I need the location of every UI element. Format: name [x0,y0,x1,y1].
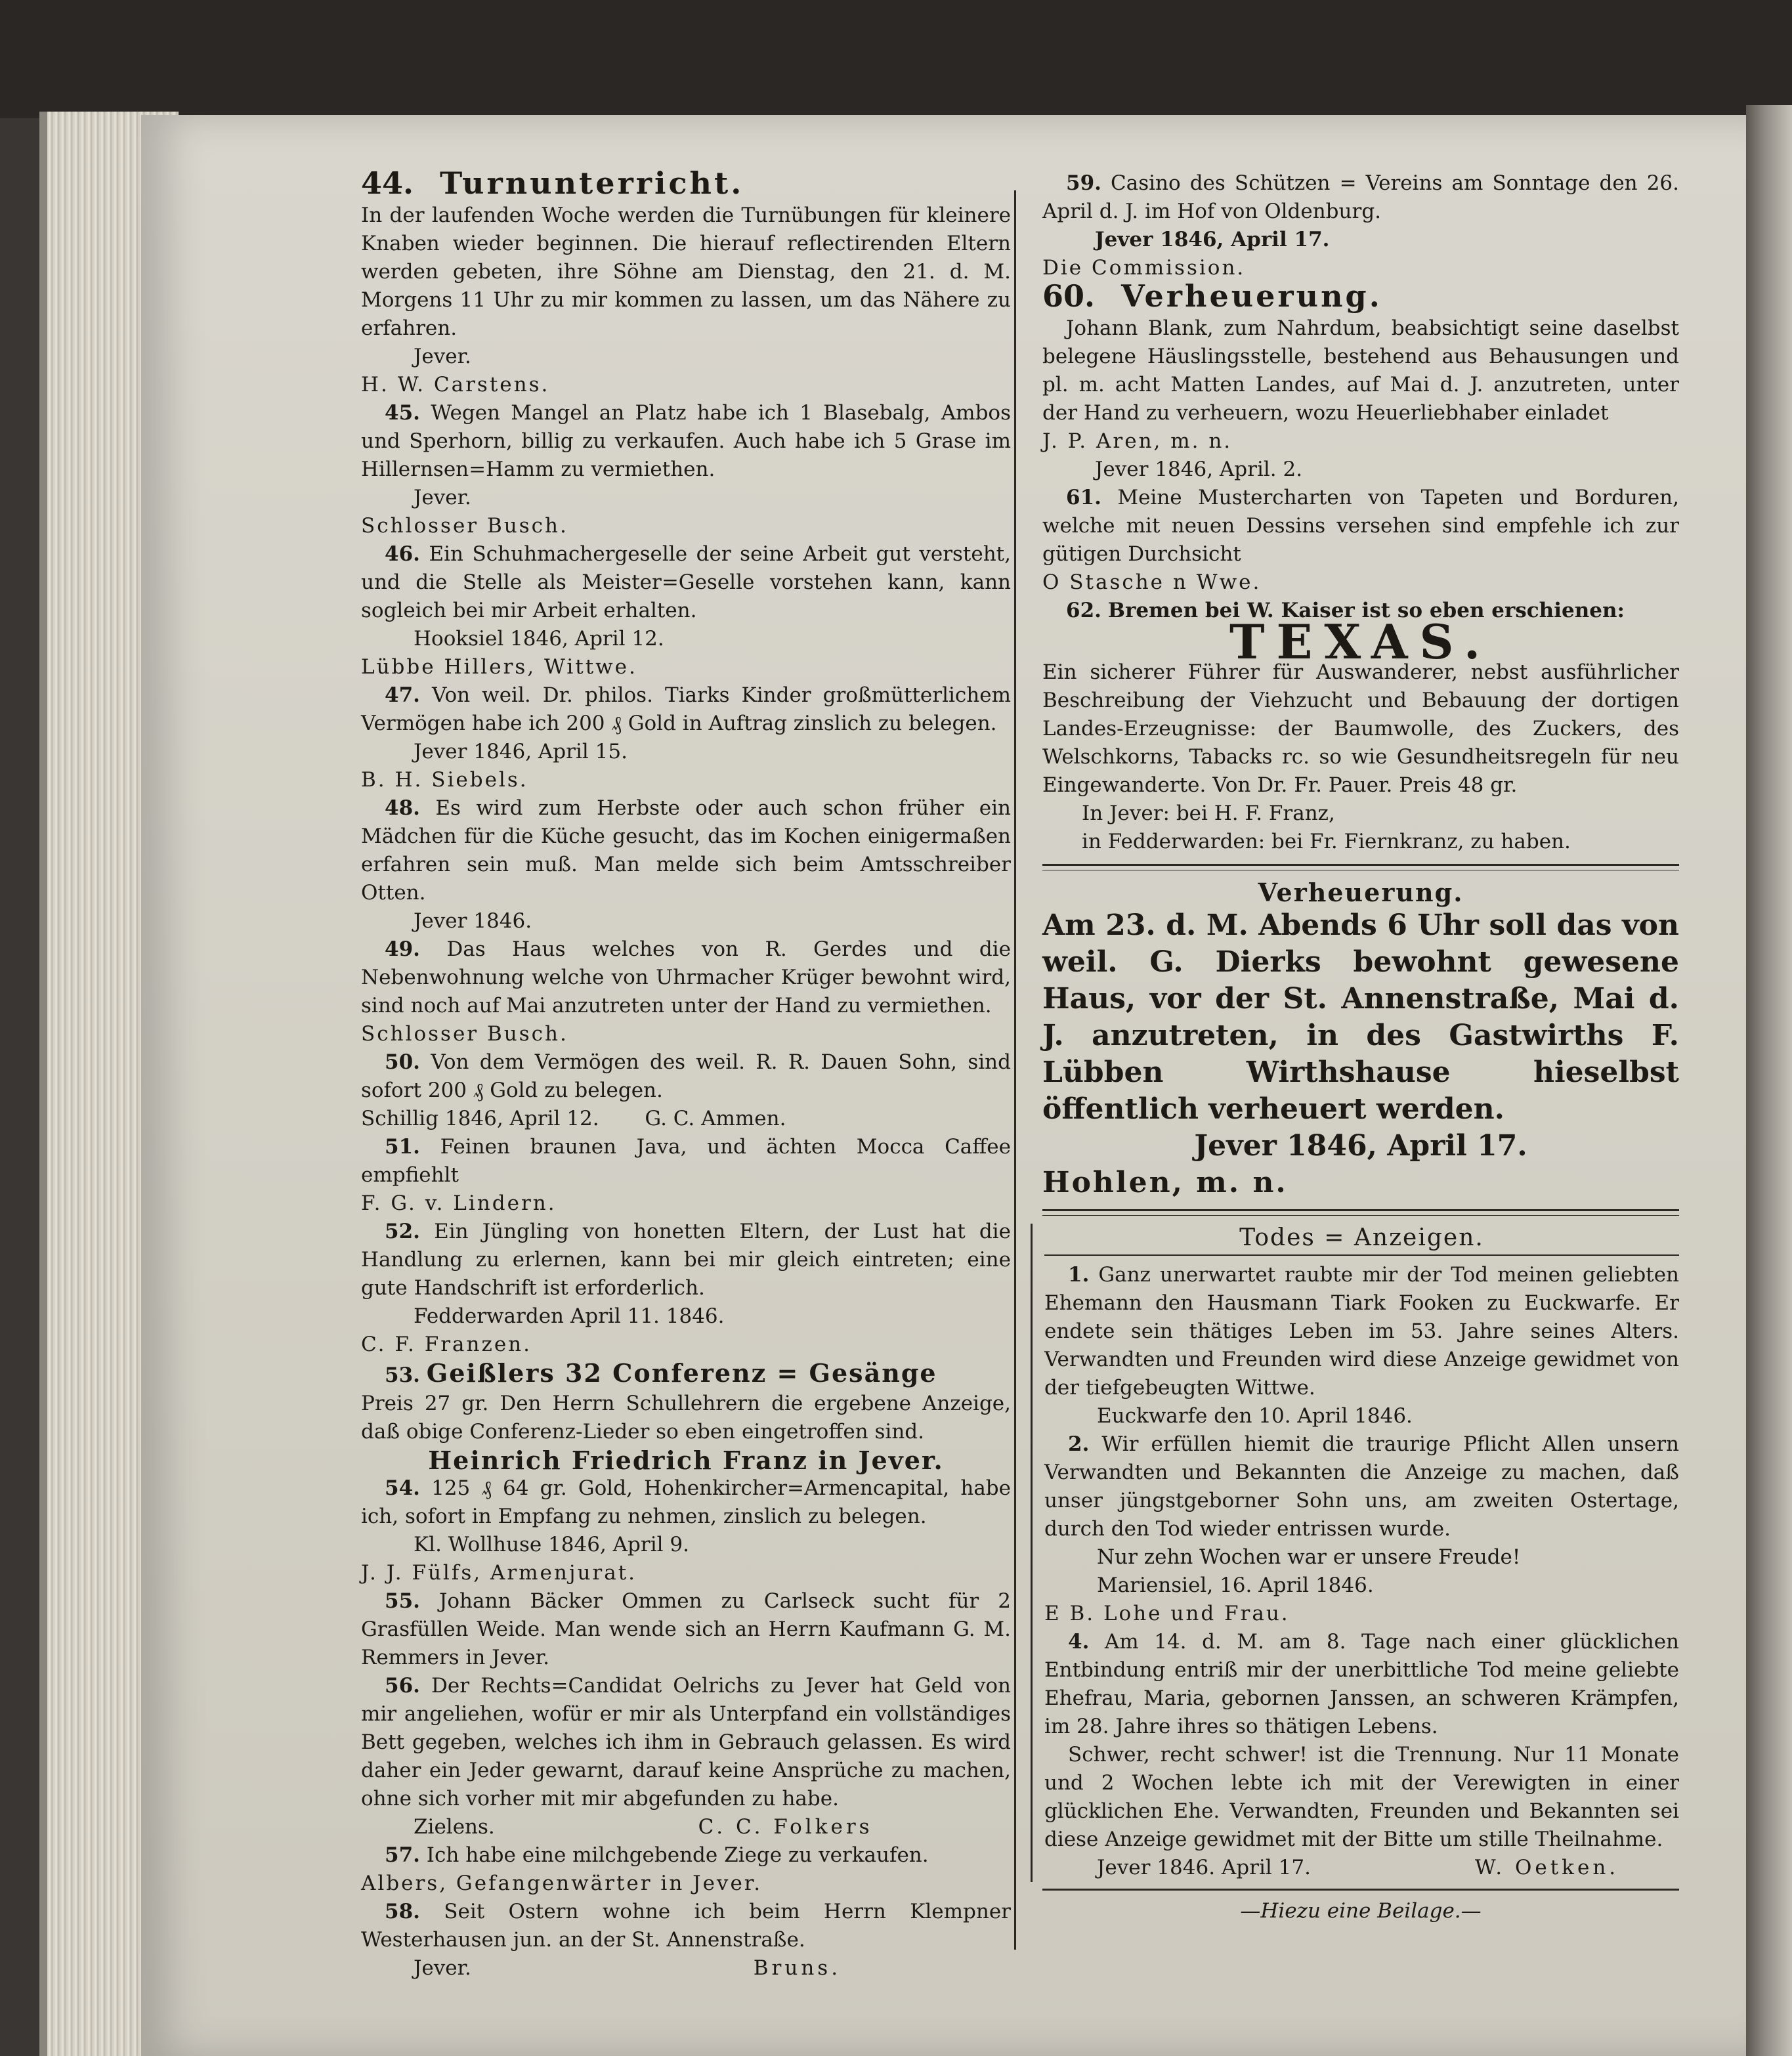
ad-place: Jever 1846. [414,909,532,933]
ad-number: 53. [385,1363,420,1387]
ad-number: 61. [1066,486,1101,509]
ad-48 [361,794,1011,935]
ad-body: Casino des Schützen = Vereins am Sonntage den 26. April d. J. im Hof von Oldenburg. [1042,171,1679,223]
ad-number: 56. [385,1674,420,1698]
ad-56 [361,1672,1011,1841]
notice-place: Euckwarfe den 10. April 1846. [1097,1404,1413,1428]
ad-body: Ein Jüngling von honetten Eltern, der Lust hat die Handlung zu erlernen, kann bei mir gleich eintreten; eine gute Handschrift ist erforderlich. [361,1220,1011,1300]
ad-number: 46. [385,542,420,566]
ad-body: Ein sicherer Führer für Auswanderer, nebst ausführlicher Beschreibung der Viehzucht und Bebauung der dortigen Landes-Erzeugnisse: der Baumwolle, des Zuckers, des Welschkorns, Tabacks rc. so wie Gesundheitsregeln für neu Eingewanderte. Von Dr. Fr. Pauer. Preis 48 gr. [1042,660,1679,797]
ad-place: Hooksiel 1846, April 12. [414,627,664,651]
notice-number: 1. [1068,1263,1090,1287]
ad-body: Meine Mustercharten von Tapeten und Borduren, welche mit neuen Dessins versehen sind empfehle ich zur gütigen Durchsicht [1042,486,1679,566]
ad-body: Wegen Mangel an Platz habe ich 1 Blasebalg, Ambos und Sperhorn, billig zu verkaufen. Auch habe ich 5 Grase im Hillernsen=Hamm zu vermiethen. [361,401,1011,481]
ad-place: Schillig 1846, April 12. [361,1107,599,1130]
ad-number: 48. [385,796,420,820]
ad-number: 54. [385,1476,420,1500]
notice-body: Am 23. d. M. Abends 6 Uhr soll das von weil. G. Dierks bewohnt gewesene Haus, vor der St. Annenstraße, Mai d. J. anzutreten, in des Gastwirths F. Lübben Wirthshause hieselbst öffentlich verheuert werden. [1042,909,1679,1126]
ad-45 [361,399,1011,540]
ad-signature: F. G. v. Lindern. [361,1191,557,1215]
ad-place: Kl. Wollhuse 1846, April 9. [414,1533,689,1556]
ad-number: 59. [1066,171,1101,195]
ad-50 [361,1048,1011,1133]
notice-extra: Schwer, recht schwer! ist die Trennung. Nur 11 Monate und 2 Wochen lebte ich mit der Verewigten in einer glücklichen Ehe. Verwandten, Freunden und Bekannten sei diese Anzeige gewidmet mit der Bitte um stille Theilnahme. [1044,1743,1679,1851]
right-column [1042,169,1679,1925]
ad-57 [361,1841,1011,1898]
ad-body: Preis 27 gr. Den Herrn Schullehrern die ergebene Anzeige, daß obige Conferenz-Lieder so eben eingetroffen sind. [361,1392,1011,1444]
ad-number: 51. [385,1135,420,1159]
death-notices [1031,1224,1679,1882]
ad-title: Geißlers 32 Conferenz = Gesänge [426,1358,937,1388]
ad-61 [1042,484,1679,597]
ad-body: Johann Bäcker Ommen zu Carlseck sucht für 2 Grasfüllen Weide. Man wende sich an Herrn Kaufmann G. M. Remmers in Jever. [361,1589,1011,1669]
ad-place: Jever. [414,1956,471,1980]
ad-place: Jever 1846, April 15. [414,740,628,763]
notice-extra: Nur zehn Wochen war er unsere Freude! [1097,1545,1521,1569]
ad-55 [361,1587,1011,1672]
notice-title: Verheuerung. [1258,878,1464,907]
supplement-note: —Hiezu eine Beilage.— [1240,1899,1482,1923]
ad-place: Jever 1846, April 17. [1095,228,1330,251]
notice-body: Wir erfüllen hiemit die traurige Pflicht Allen unsern Verwandten und Bekannten die Anzeige zu machen, daß unser jüngstgeborner Sohn uns, am zweiten Ostertage, durch den Tod wieder entrissen wurde. [1044,1432,1679,1541]
death-notice-4 [1044,1628,1679,1882]
ad-number: 60. [1042,278,1096,314]
ad-signature: H. W. Carstens. [361,373,550,396]
ad-body: Das Haus welches von R. Gerdes und die Nebenwohnung welche von Uhrmacher Krüger bewohnt wird, sind noch auf Mai anzutreten unter der Hand zu vermiethen. [361,937,1012,1017]
ad-body: Von dem Vermögen des weil. R. R. Dauen Sohn, sind sofort 200 ₰ Gold zu belegen. [361,1050,1011,1102]
ad-place: Jever 1846, April. 2. [1095,458,1303,481]
ad-body: Der Rechts=Candidat Oelrichs zu Jever hat Geld von mir angeliehen, wofür er mir als Unterpfand ein vollständiges Bett gegeben, welches ich ihm in Gebrauch gelassen. Es wird daher ein Jeder gewarnt, darauf keine Ansprüche zu machen, ohne sich vorher mit mir abgefunden zu habe. [361,1674,1011,1810]
ad-52 [361,1218,1011,1359]
book-binding-right [1746,105,1792,2056]
ad-body: Johann Blank, zum Nahrdum, beabsichtigt seine daselbst belegene Häuslingsstelle, bestehend aus Behausungen und pl. m. acht Matten Landes, auf Mai d. J. anzutreten, unter der Hand zu verheuern, wozu Heuerliebhaber einladet [1042,316,1679,425]
ad-signature: Schlosser Busch. [361,1022,568,1046]
ad-signature: C. F. Franzen. [361,1333,532,1356]
ad-signature: G. C. Ammen. [645,1107,786,1130]
ad-60 [1042,278,1679,484]
notice-number: 4. [1068,1630,1090,1654]
ad-body: 125 ₰ 64 gr. Gold, Hohenkircher=Armencapital, habe ich, sofort in Empfang zu nehmen, zinslich zu belegen. [361,1476,1011,1528]
death-notice-1 [1044,1261,1679,1430]
ad-lead: Bremen bei W. Kaiser ist so eben erschienen: [1107,599,1625,622]
ad-place: Jever. [414,486,471,509]
notice-number: 2. [1068,1432,1090,1456]
ad-signature: Albers, Gefangenwärter in Jever. [361,1872,763,1895]
notice-place: Mariensiel, 16. April 1846. [1097,1574,1374,1597]
section-rule [1042,864,1679,870]
ad-signature: J. J. Fülfs, Armenjurat. [361,1561,637,1585]
ad-number: 44. [361,165,414,201]
notice-place: Jever 1846, April 17. [1194,1129,1527,1163]
notice-body: Am 14. d. M. am 8. Tage nach einer glücklichen Entbindung entriß mir der unerbittliche Tod meine geliebte Ehefrau, Maria, gebornen Janssen, an schweren Krämpfen, im 28. Jahre ihres so thätigen Lebens. [1044,1630,1680,1738]
ad-signature: C. C. Folkers [698,1815,873,1839]
ad-body: Es wird zum Herbste oder auch schon früher ein Mädchen für die Küche gesucht, das im Kochen einigermaßen erfahren sein muß. Man melde sich beim Amtsschreiber Otten. [361,796,1011,905]
ad-49 [361,935,1011,1048]
column-divider [1014,190,1016,1950]
title-rule [1044,1254,1679,1256]
ad-number: 47. [385,683,420,707]
ad-58 [361,1898,1011,1982]
ad-47 [361,681,1011,794]
ad-number: 50. [385,1050,420,1074]
ad-title: Verheuerung. [1121,278,1382,314]
ad-signature: B. H. Siebels. [361,768,528,792]
ad-body: Ich habe eine milchgebende Ziege zu verkaufen. [426,1843,929,1867]
book-cover-top [0,0,1792,118]
ad-44 [361,165,1011,399]
ad-number: 45. [385,401,420,425]
notice-body: Ganz unerwartet raubte mir der Tod meinen geliebten Ehemann den Hausmann Tiark Fooken zu Euckwarfe. Er endete sein thätiges Leben im 53. Jahre seines Alters. Verwandten und Freunden wird diese Anzeige gewidmet von der tiefgebeugten Wittwe. [1044,1263,1680,1400]
ad-number: 62. [1066,599,1101,622]
ad-place: Zielens. [414,1815,495,1839]
ad-59 [1042,169,1679,282]
notice-signature: E B. Lohe und Frau. [1044,1602,1290,1625]
ad-number: 52. [385,1220,420,1243]
ad-body: In der laufenden Woche werden die Turnübungen für kleinere Knaben wieder beginnen. Die hierauf reflectirenden Eltern werden gebeten, ihre Söhne am Dienstag, den 21. d. M. Morgens 11 Uhr zu mir kommen zu lassen, um das Nähere zu erfahren. [361,203,1011,340]
ad-body: Von weil. Dr. philos. Tiarks Kinder großmütterlichem Vermögen habe ich 200 ₰ Gold in Auftrag zinslich zu belegen. [361,683,1011,735]
verheuerung-notice [1042,878,1679,1201]
notice-signature: W. Oetken. [1474,1856,1619,1879]
ad-signature: Schlosser Busch. [361,514,568,538]
ad-46 [361,540,1011,681]
ad-seller-2: in Fedderwarden: bei Fr. Fiernkranz, zu haben. [1082,830,1571,853]
ad-number: 49. [385,937,420,961]
left-column [361,165,1012,1982]
ad-signature: Bruns. [753,1956,842,1980]
ad-51 [361,1133,1011,1218]
death-notice-2 [1044,1430,1679,1628]
ad-body: Ein Schuhmachergeselle der seine Arbeit gut versteht, und die Stelle als Meister=Geselle vorstehen kann, kann sogleich bei mir Arbeit erhalten. [361,542,1011,622]
section-rule [1042,1209,1679,1216]
book-title: TEXAS. [1229,614,1493,670]
ad-body: Seit Ostern wohne ich beim Herrn Klempner Westerhausen jun. an der St. Annenstraße. [361,1900,1012,1952]
ad-62 [1042,597,1679,856]
ad-number: 57. [385,1843,420,1867]
ad-body: Feinen braunen Java, und ächten Mocca Caffee empfiehlt [361,1135,1011,1187]
ad-signature: Lübbe Hillers, Wittwe. [361,655,637,679]
closing-rule [1042,1889,1679,1891]
ad-signature: Heinrich Friedrich Franz in Jever. [428,1446,944,1475]
ad-54 [361,1474,1011,1587]
ad-place: Fedderwarden April 11. 1846. [414,1304,725,1328]
notice-place: Jever 1846. April 17. [1097,1856,1311,1879]
ad-place: Jever. [414,345,471,368]
notice-signature: Hohlen, m. n. [1042,1166,1288,1199]
ad-number: 58. [385,1900,420,1923]
ad-number: 55. [385,1589,420,1613]
ad-53 [361,1359,1011,1474]
ad-signature: O Stasche n Wwe. [1042,570,1262,594]
ad-signature: Die Commission. [1042,256,1246,280]
ad-title: Turnunterricht. [440,165,744,201]
death-notices-title: Todes = Anzeigen. [1239,1224,1484,1251]
ad-seller-1: In Jever: bei H. F. Franz, [1082,802,1335,825]
ad-signature: J. P. Aren, m. n. [1042,429,1233,453]
